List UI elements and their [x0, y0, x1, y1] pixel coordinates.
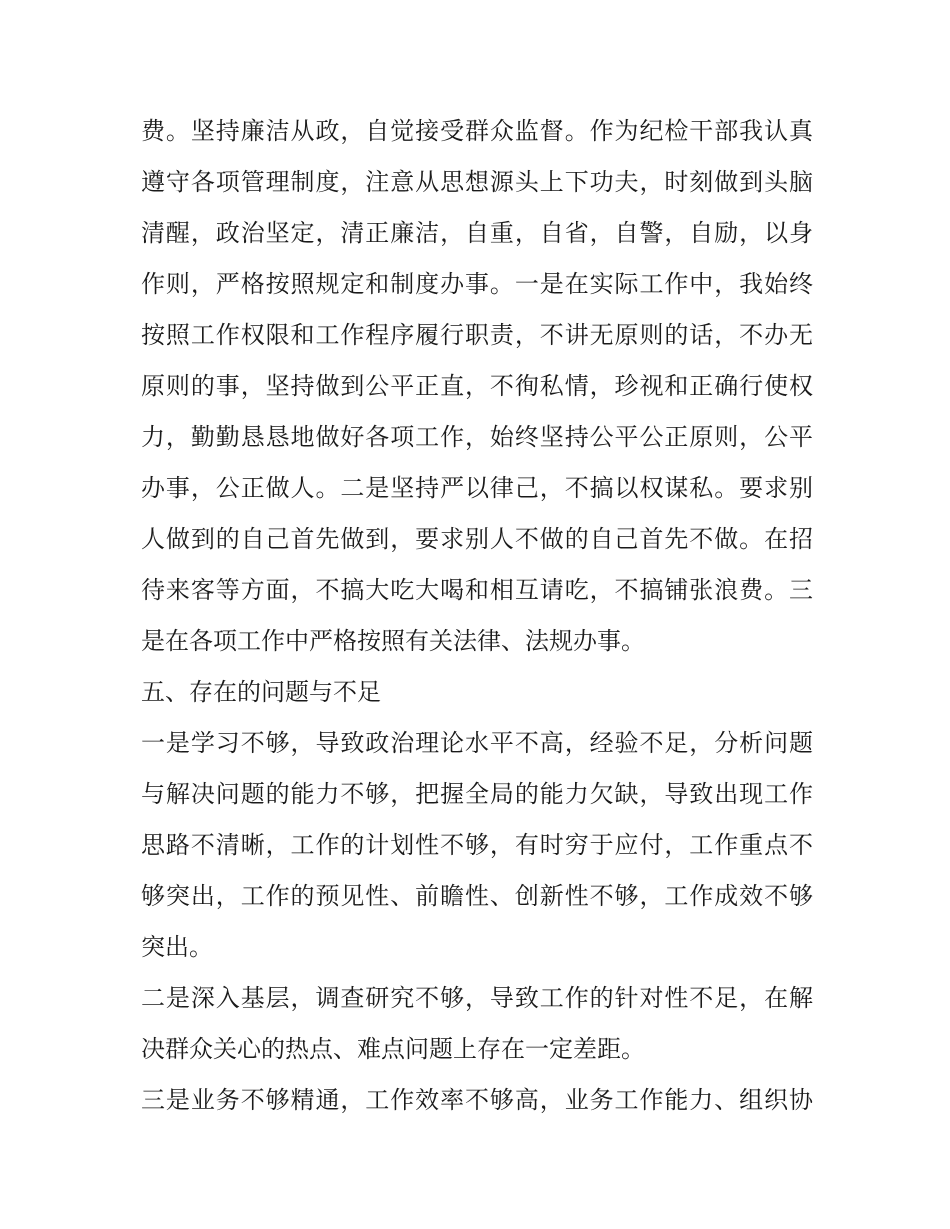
section-heading: 五、存在的问题与不足 — [141, 678, 381, 706]
text-line: 决群众关心的热点、难点问题上存在一定差距。 — [141, 1035, 645, 1063]
text-line: 办事，公正做人。二是坚持严以律己，不搞以权谋私。要求别 — [141, 474, 813, 502]
text-line: 原则的事，坚持做到公平正直，不徇私情，珍视和正确行使权 — [141, 372, 813, 400]
text-line: 一是学习不够，导致政治理论水平不高，经验不足，分析问题 — [141, 729, 813, 757]
text-line: 三是业务不够精通，工作效率不够高，业务工作能力、组织协 — [141, 1086, 813, 1114]
text-line: 费。坚持廉洁从政，自觉接受群众监督。作为纪检干部我认真 — [141, 117, 813, 145]
text-line: 待来客等方面，不搞大吃大喝和相互请吃，不搞铺张浪费。三 — [141, 576, 813, 604]
text-line: 按照工作权限和工作程序履行职责，不讲无原则的话，不办无 — [141, 321, 813, 349]
text-line: 够突出，工作的预见性、前瞻性、创新性不够，工作成效不够 — [141, 882, 813, 910]
text-line: 遵守各项管理制度，注意从思想源头上下功夫，时刻做到头脑 — [141, 168, 813, 196]
text-line: 清醒，政治坚定，清正廉洁，自重，自省，自警，自励，以身 — [141, 219, 813, 247]
text-line: 力，勤勤恳恳地做好各项工作，始终坚持公平公正原则，公平 — [141, 423, 813, 451]
text-line: 思路不清晰，工作的计划性不够，有时穷于应付，工作重点不 — [141, 831, 813, 859]
document-body — [141, 106, 813, 1126]
text-line: 作则，严格按照规定和制度办事。一是在实际工作中，我始终 — [141, 270, 813, 298]
text-line: 突出。 — [141, 933, 213, 961]
text-line: 人做到的自己首先做到，要求别人不做的自己首先不做。在招 — [141, 525, 813, 553]
text-line: 是在各项工作中严格按照有关法律、法规办事。 — [141, 627, 645, 655]
text-line: 二是深入基层，调查研究不够，导致工作的针对性不足，在解 — [141, 984, 813, 1012]
text-line: 与解决问题的能力不够，把握全局的能力欠缺，导致出现工作 — [141, 780, 813, 808]
